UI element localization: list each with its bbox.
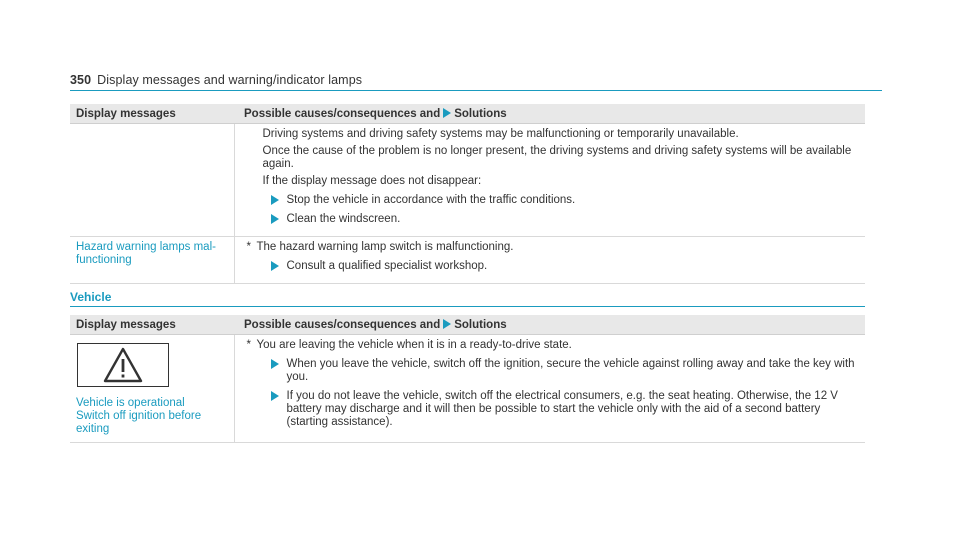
solution-step	[241, 194, 858, 207]
cause-text: Driving systems and driving safety systems may be malfunctioning or temporarily unavailable.	[262, 128, 739, 140]
messages-table-2	[70, 315, 865, 443]
solution-text: Clean the windscreen.	[286, 213, 401, 225]
solution-arrow-icon	[271, 391, 279, 401]
asterisk-marker: *	[246, 339, 251, 351]
section-title: Vehicle	[70, 290, 112, 304]
col-header-solutions-label: Solutions	[454, 107, 507, 120]
cause-text: If the display message does not disappear:	[262, 175, 482, 187]
table-row	[70, 124, 865, 237]
col-header-causes-label: Possible causes/consequences and	[244, 107, 441, 120]
message-cell	[70, 237, 234, 284]
cause-line	[241, 339, 858, 352]
messages-table-1	[70, 104, 865, 284]
col-header-display-messages: Display messages	[70, 104, 234, 124]
hazard-warning-message: Hazard warning lamps mal-functioning	[76, 241, 216, 266]
solution-text: Stop the vehicle in accordance with the traffic conditions.	[286, 194, 576, 206]
solution-step	[241, 213, 858, 226]
message-cell-empty	[70, 124, 234, 237]
cause-text: You are leaving the vehicle when it is in a ready-to-drive state.	[256, 339, 572, 351]
solution-text: If you do not leave the vehicle, switch off the electrical consumers, e.g. the seat heating. Otherwise, the 12 V battery may discharge and it will then be possible to start the vehicle only with the aid of a second battery (starting assistance).	[286, 390, 838, 428]
table-row	[70, 335, 865, 443]
switch-off-ignition-message: Switch off ignition before exiting	[76, 410, 202, 435]
col-header-solutions-label: Solutions	[454, 318, 507, 331]
cause-text: The hazard warning lamp switch is malfunctioning.	[256, 241, 514, 253]
table-row	[70, 237, 865, 284]
warning-triangle-icon	[103, 347, 143, 383]
page-header-title: Display messages and warning/indicator lamps	[97, 73, 363, 87]
solution-arrow-icon	[271, 214, 279, 224]
message-cell	[70, 335, 234, 443]
cause-cell	[234, 237, 865, 284]
asterisk-marker: *	[246, 241, 251, 253]
solution-arrow-icon	[271, 359, 279, 369]
solution-text: When you leave the vehicle, switch off the ignition, secure the vehicle against rolling away and take the key with you.	[286, 358, 855, 383]
col-header-display-messages: Display messages	[70, 315, 234, 335]
warning-display-symbol	[77, 343, 169, 387]
cause-text: Once the cause of the problem is no longer present, the driving systems and driving safety systems will be available again.	[262, 145, 852, 170]
solution-step	[241, 260, 858, 273]
solution-arrow-icon	[443, 319, 451, 329]
table-header-row	[70, 104, 865, 124]
solution-arrow-icon	[271, 261, 279, 271]
solution-text: Consult a qualified specialist workshop.	[286, 260, 488, 272]
cause-cell	[234, 124, 865, 237]
solution-step	[241, 390, 858, 429]
cause-line	[241, 241, 858, 254]
cause-cell	[234, 335, 865, 443]
vehicle-operational-message: Vehicle is operational	[76, 397, 185, 409]
page-number: 350	[70, 73, 92, 87]
table-header-row	[70, 315, 865, 335]
page-header	[70, 73, 362, 87]
solution-arrow-icon	[443, 108, 451, 118]
section-divider	[70, 306, 865, 307]
header-divider	[70, 90, 882, 91]
solution-arrow-icon	[271, 195, 279, 205]
col-header-causes	[234, 315, 865, 335]
col-header-causes	[234, 104, 865, 124]
col-header-causes-label: Possible causes/consequences and	[244, 318, 441, 331]
solution-step	[241, 358, 858, 384]
